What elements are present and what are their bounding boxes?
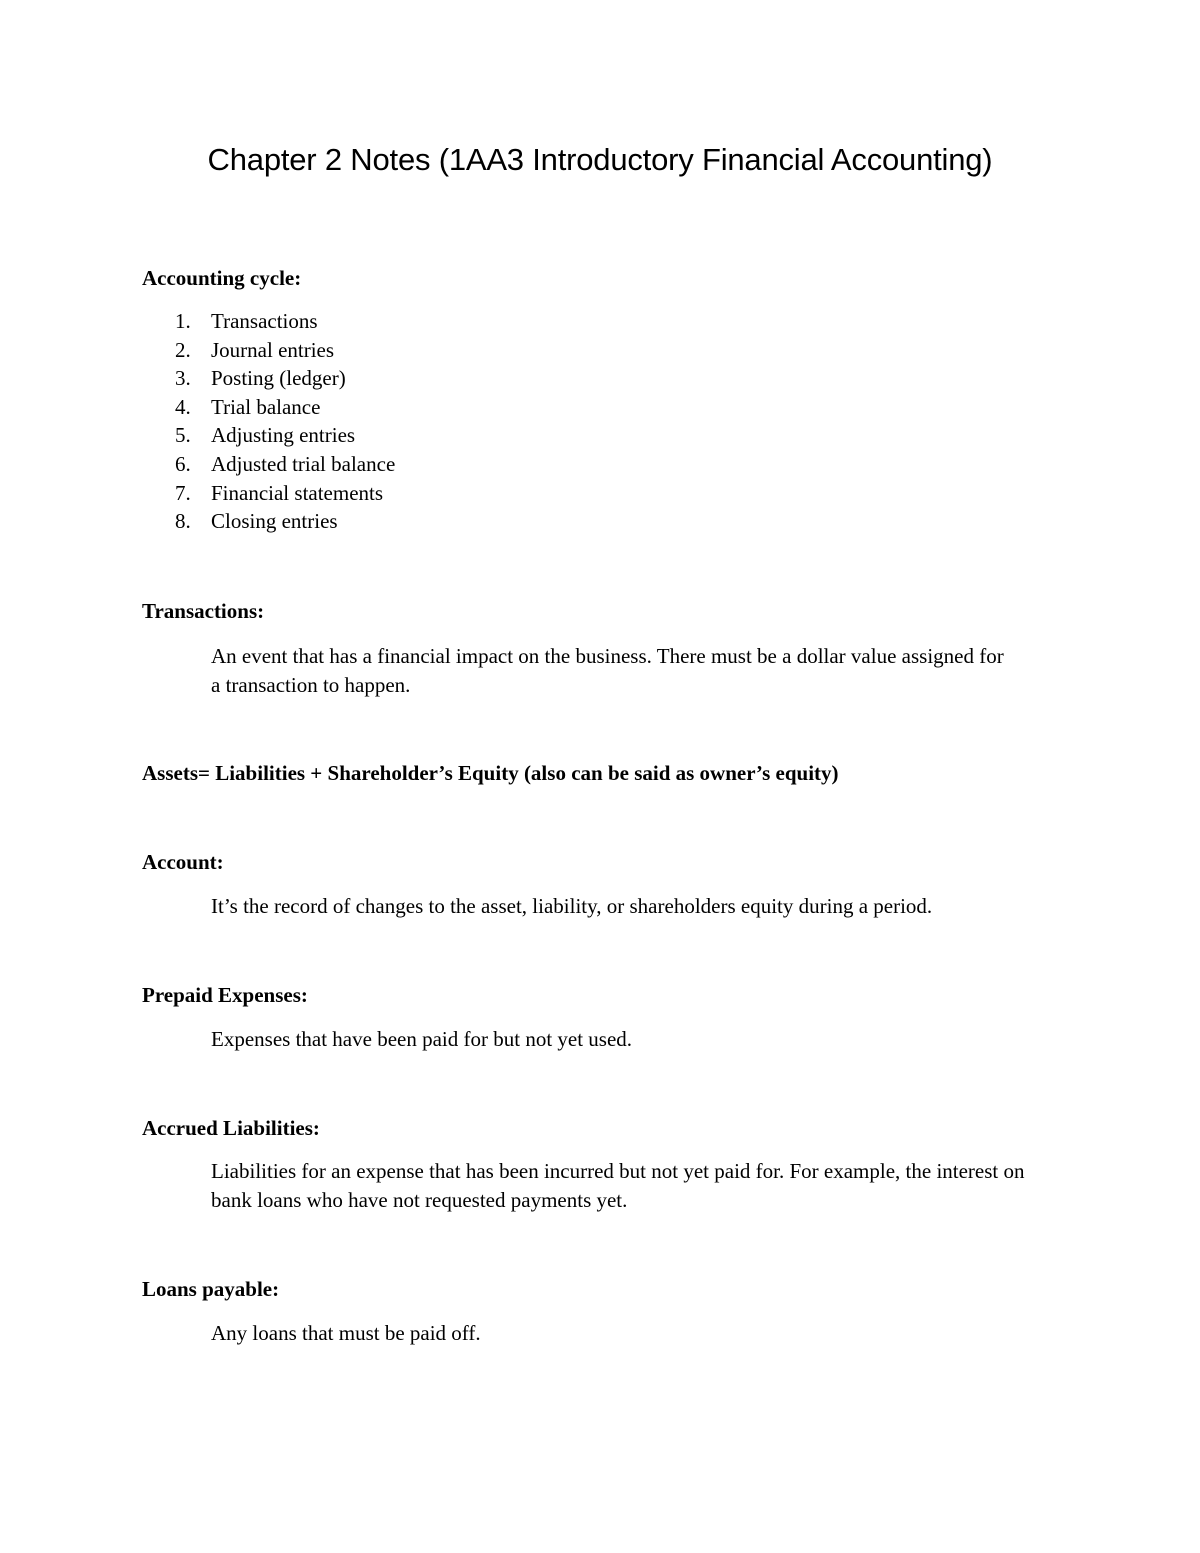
list-item-label: Trial balance [211, 394, 321, 419]
accrued-liabilities-section [142, 1114, 320, 1143]
list-item-number: 8. [175, 509, 191, 534]
list-item [142, 307, 395, 336]
list-item-label: Adjusted trial balance [211, 451, 396, 476]
list-item-number: 2. [175, 337, 191, 362]
list-item-number: 1. [175, 309, 191, 333]
loans-payable-section [142, 1275, 279, 1304]
accounting-cycle-list [142, 307, 395, 536]
list-item-label: Journal entries [211, 337, 335, 362]
list-item [142, 336, 395, 365]
accounting-cycle-section [142, 264, 301, 293]
list-item-number: 3. [175, 366, 191, 391]
account-heading: Account: [142, 850, 224, 874]
list-item [142, 450, 395, 479]
list-item-number: 7. [175, 480, 191, 505]
list-item-label: Posting (ledger) [211, 366, 346, 391]
accounting-equation-section [142, 759, 839, 788]
list-item [142, 393, 395, 422]
prepaid-expenses-heading: Prepaid Expenses: [142, 983, 308, 1007]
loans-payable-text: Any loans that must be paid off. [211, 1321, 481, 1345]
accrued-liabilities-heading: Accrued Liabilities: [142, 1116, 320, 1140]
accrued-liabilities-text: Liabilities for an expense that has been incurred but not yet paid for. For example, the interest on bank loans who have not requested payments yet. [211, 1159, 1025, 1212]
list-item-label: Transactions [211, 309, 318, 333]
list-item-number: 4. [175, 394, 191, 419]
transactions-heading: Transactions: [142, 599, 265, 623]
prepaid-expenses-section [142, 981, 308, 1010]
loans-payable-heading: Loans payable: [142, 1277, 280, 1301]
accounting-equation: Assets= Liabilities + Shareholder’s Equity (also can be said as owner’s equity) [142, 761, 839, 785]
page-title: Chapter 2 Notes (1AA3 Introductory Financial Accounting) [207, 142, 993, 177]
list-item-number: 5. [175, 423, 191, 448]
list-item [142, 421, 395, 450]
list-item [142, 479, 395, 508]
account-section [142, 848, 224, 877]
list-item [142, 507, 395, 536]
list-item-number: 6. [175, 451, 191, 476]
transactions-section [142, 597, 264, 626]
accounting-cycle-heading: Accounting cycle: [142, 266, 302, 290]
list-item-label: Financial statements [211, 480, 384, 505]
prepaid-expenses-text: Expenses that have been paid for but not yet used. [211, 1027, 633, 1051]
list-item-label: Adjusting entries [211, 423, 356, 448]
account-text: It’s the record of changes to the asset, liability, or shareholders equity during a period. [211, 894, 933, 918]
list-item [142, 364, 395, 393]
list-item-label: Closing entries [211, 509, 338, 534]
transactions-text: An event that has a financial impact on the business. There must be a dollar value assigned for a transaction to happen. [211, 644, 1004, 697]
